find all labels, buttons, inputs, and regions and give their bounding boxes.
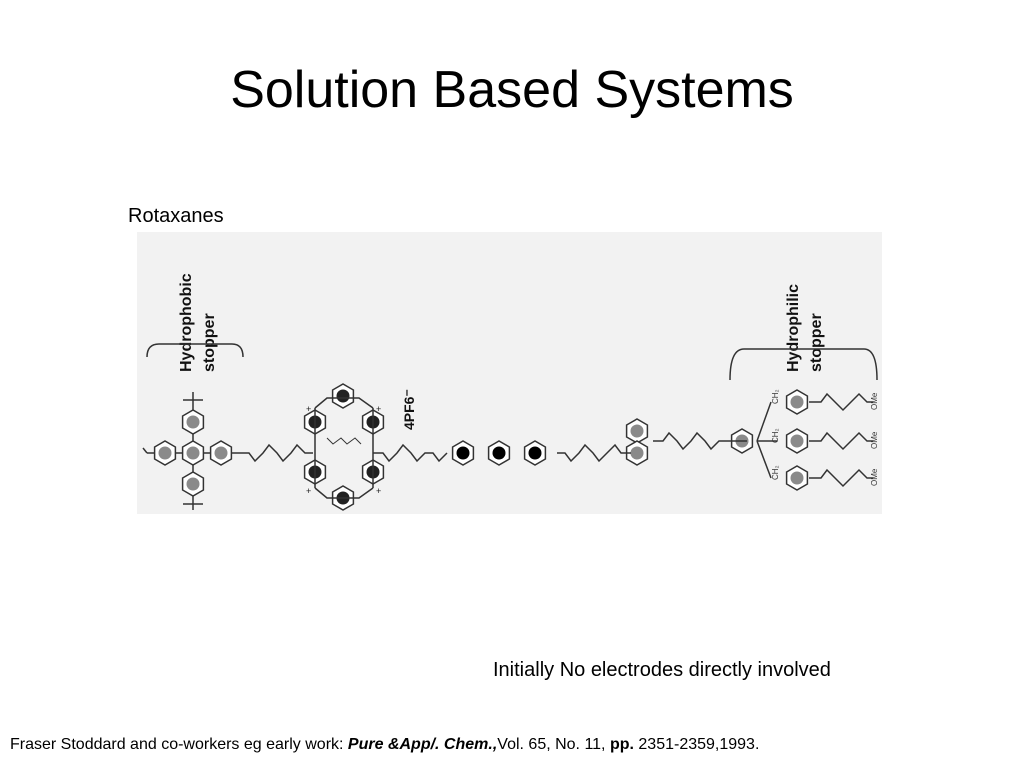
ome-label-2: OMe — [870, 431, 879, 449]
ome-label-1: OMe — [870, 392, 879, 410]
citation-pages: 2351-2359,1993. — [633, 736, 760, 753]
svg-text:+: + — [306, 404, 312, 414]
benzene-ring — [211, 441, 232, 465]
hydrophobic-label: Hydrophobic — [178, 273, 195, 372]
ring-center-dot — [529, 447, 542, 460]
slide-title: Solution Based Systems — [230, 61, 794, 119]
ring-center-dot — [791, 435, 804, 448]
ring-center-dot — [457, 447, 470, 460]
stopper-label-left: stopper — [201, 313, 218, 372]
ring-center-dot — [187, 447, 200, 460]
rotaxane-diagram — [137, 232, 882, 514]
hydrophilic-label: Hydrophilic — [785, 283, 802, 372]
ring-center-dot — [187, 416, 200, 429]
ring-center-dot — [631, 447, 644, 460]
ring-center-dot — [493, 447, 506, 460]
benzene-ring — [627, 419, 648, 443]
ring-center-dot — [337, 390, 350, 403]
benzene-ring — [183, 441, 204, 465]
ring-center-dot — [791, 472, 804, 485]
benzene-ring — [333, 384, 354, 408]
ome-label-3: OMe — [870, 468, 879, 486]
ring-center-dot — [631, 425, 644, 438]
ch2-label-3: CH₂ — [771, 465, 780, 480]
benzene-ring — [525, 441, 546, 465]
citation-pp-label: pp. — [609, 736, 634, 753]
benzene-ring — [787, 466, 808, 490]
svg-text:+: + — [376, 486, 382, 496]
ring-center-dot — [215, 447, 228, 460]
figure-caption: Rotaxanes — [128, 205, 224, 227]
citation-journal: Pure &App/. Chem., — [347, 736, 498, 753]
ring-center-dot — [187, 478, 200, 491]
benzene-ring — [787, 429, 808, 453]
ch2-label-1: CH₂ — [771, 389, 780, 404]
citation-prefix: Fraser Stoddard and co-workers eg early work: — [10, 736, 348, 753]
citation-volume: Vol. 65, No. 11, — [497, 736, 610, 753]
ring-center-dot — [159, 447, 172, 460]
benzene-ring — [453, 441, 474, 465]
benzene-ring — [183, 472, 204, 496]
ring-center-dot — [791, 396, 804, 409]
svg-text:+: + — [306, 486, 312, 496]
benzene-ring — [183, 410, 204, 434]
stopper-label-right: stopper — [808, 313, 825, 372]
ch2-label-2: CH₂ — [771, 428, 780, 443]
rotaxane-svg — [137, 232, 882, 514]
reference-citation — [10, 736, 759, 754]
benzene-ring — [489, 441, 510, 465]
svg-text:+: + — [376, 404, 382, 414]
electrode-note: Initially No electrodes directly involved — [493, 659, 831, 681]
counter-ion-label: 4PF6⁻ — [401, 389, 417, 430]
benzene-ring — [155, 441, 176, 465]
benzene-ring — [787, 390, 808, 414]
